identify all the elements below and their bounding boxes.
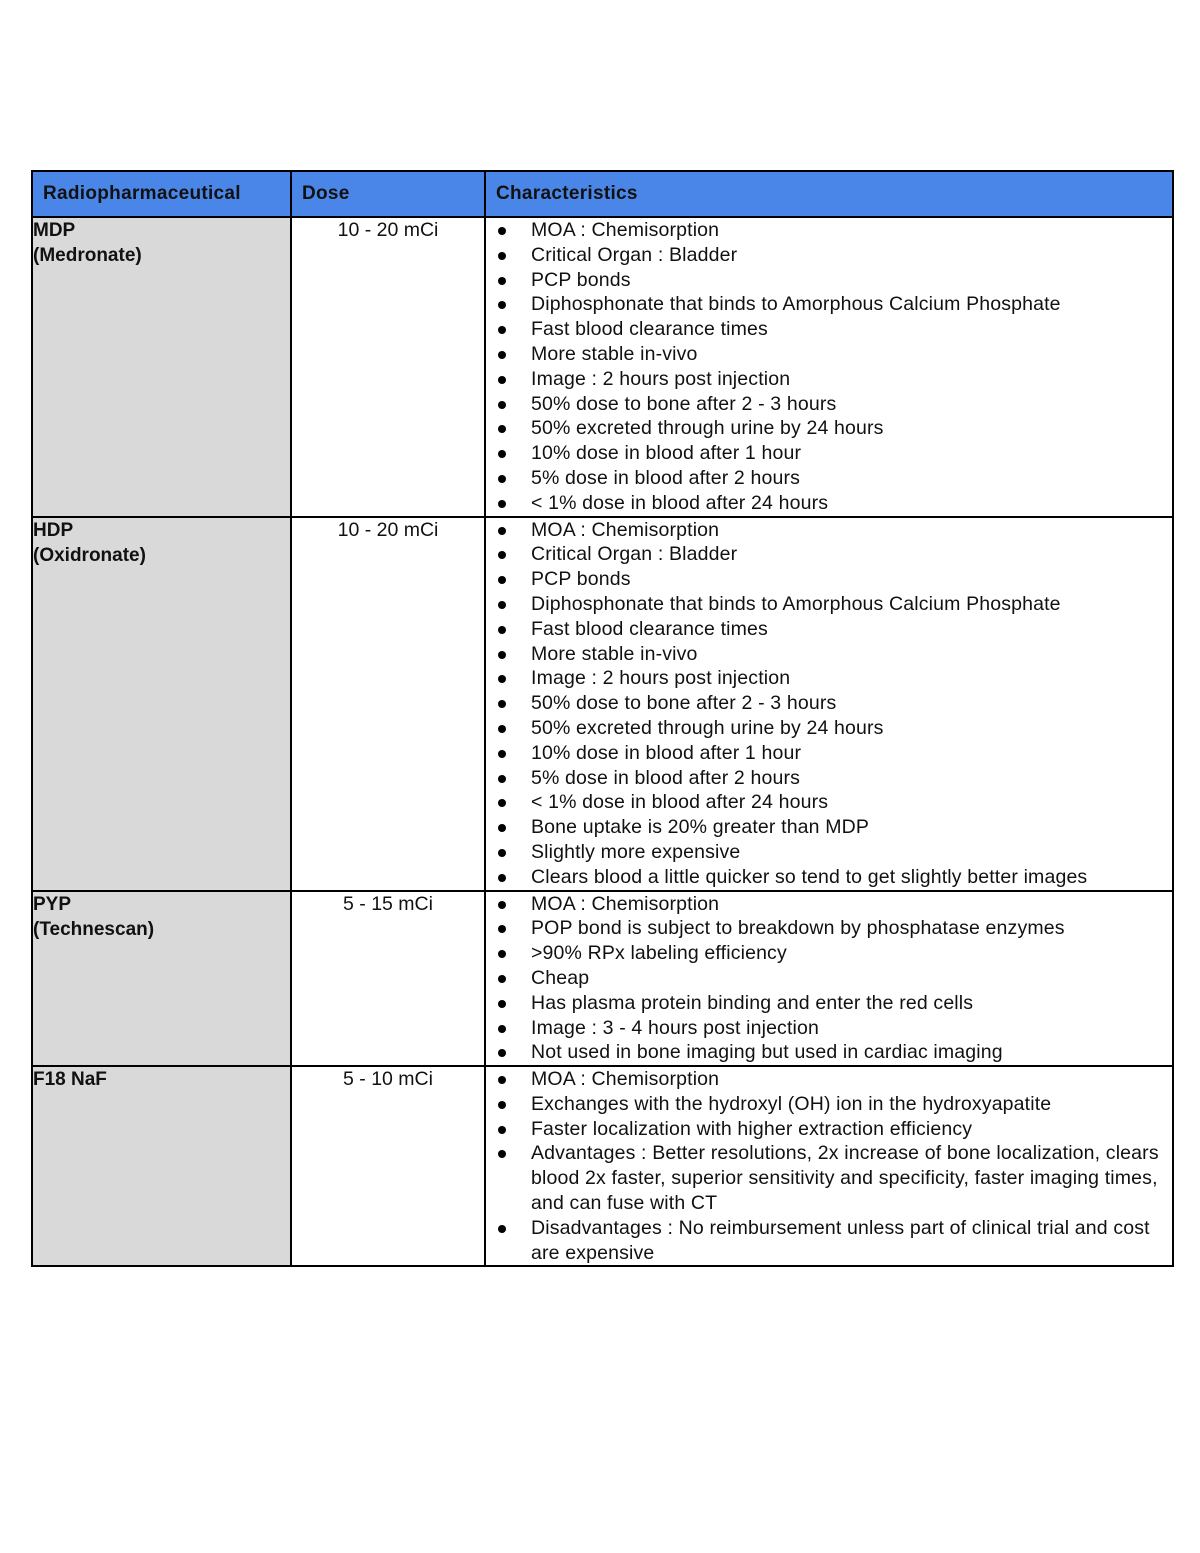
table-body bbox=[32, 217, 1173, 1266]
radiopharmaceutical-name: F18 NaF bbox=[33, 1069, 107, 1091]
characteristic-text: < 1% dose in blood after 24 hours bbox=[531, 491, 829, 514]
list-item bbox=[486, 666, 1172, 691]
list-item bbox=[486, 865, 1172, 890]
characteristics-list bbox=[486, 518, 1172, 890]
bullet-icon bbox=[498, 750, 506, 758]
list-item bbox=[486, 966, 1172, 991]
radiopharmaceutical-name: MDP bbox=[33, 220, 76, 241]
list-item bbox=[486, 542, 1172, 567]
list-item bbox=[486, 916, 1172, 941]
characteristic-text: Image : 2 hours post injection bbox=[531, 367, 791, 390]
characteristic-text: Image : 2 hours post injection bbox=[531, 667, 791, 690]
radiopharmaceutical-name: PYP bbox=[33, 893, 72, 915]
bullet-icon bbox=[498, 675, 506, 683]
characteristic-text: < 1% dose in blood after 24 hours bbox=[531, 791, 829, 814]
list-item bbox=[486, 317, 1172, 342]
bullet-icon bbox=[498, 1000, 506, 1008]
list-item bbox=[486, 518, 1172, 543]
characteristic-text: Clears blood a little quicker so tend to get slightly better images bbox=[531, 865, 1088, 888]
characteristic-text: MOA : Chemisorption bbox=[531, 1068, 720, 1091]
bullet-icon bbox=[498, 799, 506, 807]
bullet-icon bbox=[498, 401, 506, 409]
radiopharmaceutical-alt-name: (Oxidronate) bbox=[33, 544, 146, 566]
list-item bbox=[486, 642, 1172, 667]
dose-cell: 10 - 20 mCi bbox=[291, 217, 485, 517]
header-radiopharmaceutical: Radiopharmaceutical bbox=[32, 171, 291, 217]
characteristic-text: Fast blood clearance times bbox=[531, 617, 768, 640]
list-item bbox=[486, 416, 1172, 441]
header-dose: Dose bbox=[291, 171, 485, 217]
list-item bbox=[486, 342, 1172, 367]
bullet-icon bbox=[498, 1076, 506, 1084]
characteristic-text: MOA : Chemisorption bbox=[531, 219, 720, 241]
characteristic-text: More stable in-vivo bbox=[531, 642, 698, 665]
list-item bbox=[486, 567, 1172, 592]
characteristic-text: Faster localization with higher extraction efficiency bbox=[531, 1117, 973, 1140]
characteristic-text: Disadvantages : No reimbursement unless part of clinical trial and cost are expensive bbox=[531, 1216, 1150, 1264]
characteristic-text: More stable in-vivo bbox=[531, 342, 698, 365]
characteristic-text: MOA : Chemisorption bbox=[531, 892, 720, 915]
characteristic-text: POP bond is subject to breakdown by phosphatase enzymes bbox=[531, 917, 1065, 940]
list-item bbox=[486, 892, 1172, 917]
bullet-icon bbox=[498, 874, 506, 882]
list-item bbox=[486, 741, 1172, 766]
table-row bbox=[32, 1066, 1173, 1266]
list-item bbox=[486, 392, 1172, 417]
radiopharmaceutical-name: HDP bbox=[33, 519, 74, 541]
bullet-icon bbox=[498, 849, 506, 857]
list-item bbox=[486, 941, 1172, 966]
dose-cell: 5 - 15 mCi bbox=[291, 891, 485, 1067]
bullet-icon bbox=[498, 551, 506, 559]
characteristic-text: Advantages : Better resolutions, 2x increase of bone localization, clears blood 2x faster, superior sensitivity and specificity, faster imaging times, and can fuse with CT bbox=[531, 1142, 1159, 1215]
list-item bbox=[486, 441, 1172, 466]
characteristic-text: 5% dose in blood after 2 hours bbox=[531, 466, 801, 489]
radiopharmaceutical-cell bbox=[32, 891, 291, 1067]
characteristic-text: 10% dose in blood after 1 hour bbox=[531, 741, 802, 764]
characteristic-text: PCP bonds bbox=[531, 568, 631, 591]
header-characteristics: Characteristics bbox=[485, 171, 1173, 217]
list-item bbox=[486, 218, 1172, 243]
list-item bbox=[486, 766, 1172, 791]
radiopharmaceutical-cell bbox=[32, 517, 291, 891]
characteristic-text: PCP bonds bbox=[531, 268, 631, 291]
list-item bbox=[486, 1040, 1172, 1065]
bullet-icon bbox=[498, 500, 506, 508]
radiopharmaceutical-alt-name: (Technescan) bbox=[33, 918, 155, 940]
characteristic-text: 50% excreted through urine by 24 hours bbox=[531, 417, 884, 440]
characteristic-text: Bone uptake is 20% greater than MDP bbox=[531, 816, 870, 839]
characteristics-list bbox=[486, 892, 1172, 1066]
characteristic-text: 10% dose in blood after 1 hour bbox=[531, 442, 802, 465]
list-item bbox=[486, 592, 1172, 617]
characteristics-list bbox=[486, 1067, 1172, 1265]
table-row bbox=[32, 517, 1173, 891]
characteristic-text: MOA : Chemisorption bbox=[531, 518, 720, 541]
bullet-icon bbox=[498, 626, 506, 634]
list-item bbox=[486, 1067, 1172, 1092]
list-item bbox=[486, 1092, 1172, 1117]
characteristic-text: Diphosphonate that binds to Amorphous Calcium Phosphate bbox=[531, 293, 1061, 316]
bullet-icon bbox=[498, 277, 506, 285]
bullet-icon bbox=[498, 1049, 506, 1057]
characteristic-text: Critical Organ : Bladder bbox=[531, 243, 738, 266]
characteristic-text: Image : 3 - 4 hours post injection bbox=[531, 1016, 820, 1039]
bullet-icon bbox=[498, 576, 506, 584]
characteristic-text: Fast blood clearance times bbox=[531, 318, 768, 341]
characteristics-cell bbox=[485, 1066, 1173, 1266]
characteristic-text: 50% dose to bone after 2 - 3 hours bbox=[531, 692, 837, 715]
bullet-icon bbox=[498, 775, 506, 783]
characteristic-text: Exchanges with the hydroxyl (OH) ion in the hydroxyapatite bbox=[531, 1092, 1052, 1115]
list-item bbox=[486, 790, 1172, 815]
dose-cell: 10 - 20 mCi bbox=[291, 517, 485, 891]
list-item bbox=[486, 991, 1172, 1016]
characteristic-text: >90% RPx labeling efficiency bbox=[531, 942, 787, 965]
bullet-icon bbox=[498, 700, 506, 708]
bullet-icon bbox=[498, 1025, 506, 1033]
bullet-icon bbox=[498, 1101, 506, 1109]
characteristics-cell bbox=[485, 217, 1173, 517]
characteristics-cell bbox=[485, 891, 1173, 1067]
bullet-icon bbox=[498, 227, 506, 235]
characteristics-cell bbox=[485, 517, 1173, 891]
radiopharmaceutical-cell bbox=[32, 1066, 291, 1266]
bullet-icon bbox=[498, 351, 506, 359]
dose-cell: 5 - 10 mCi bbox=[291, 1066, 485, 1266]
bullet-icon bbox=[498, 1225, 506, 1233]
bullet-icon bbox=[498, 425, 506, 433]
list-item bbox=[486, 367, 1172, 392]
characteristic-text: Has plasma protein binding and enter the red cells bbox=[531, 991, 974, 1014]
bullet-icon bbox=[498, 527, 506, 535]
table-row bbox=[32, 891, 1173, 1067]
list-item bbox=[486, 815, 1172, 840]
list-item bbox=[486, 243, 1172, 268]
radiopharmaceutical-alt-name: (Medronate) bbox=[33, 245, 142, 266]
radiopharmaceutical-cell bbox=[32, 217, 291, 517]
bullet-icon bbox=[498, 450, 506, 458]
characteristic-text: 5% dose in blood after 2 hours bbox=[531, 766, 801, 789]
list-item bbox=[486, 491, 1172, 516]
characteristics-list bbox=[486, 218, 1172, 516]
characteristic-text: Not used in bone imaging but used in cardiac imaging bbox=[531, 1041, 1003, 1064]
list-item bbox=[486, 1117, 1172, 1142]
list-item bbox=[486, 1016, 1172, 1041]
table-row bbox=[32, 217, 1173, 517]
radiopharmaceutical-table bbox=[31, 170, 1174, 1267]
list-item bbox=[486, 1216, 1172, 1266]
bullet-icon bbox=[498, 301, 506, 309]
list-item bbox=[486, 1141, 1172, 1215]
list-item bbox=[486, 617, 1172, 642]
bullet-icon bbox=[498, 950, 506, 958]
bullet-icon bbox=[498, 1126, 506, 1134]
characteristic-text: Slightly more expensive bbox=[531, 840, 741, 863]
characteristic-text: Critical Organ : Bladder bbox=[531, 543, 738, 566]
characteristic-text: 50% dose to bone after 2 - 3 hours bbox=[531, 392, 837, 415]
characteristic-text: Diphosphonate that binds to Amorphous Calcium Phosphate bbox=[531, 592, 1061, 615]
bullet-icon bbox=[498, 651, 506, 659]
list-item bbox=[486, 691, 1172, 716]
bullet-icon bbox=[498, 601, 506, 609]
bullet-icon bbox=[498, 326, 506, 334]
bullet-icon bbox=[498, 376, 506, 384]
characteristic-text: Cheap bbox=[531, 966, 590, 989]
bullet-icon bbox=[498, 725, 506, 733]
bullet-icon bbox=[498, 925, 506, 933]
header-row bbox=[32, 171, 1173, 217]
bullet-icon bbox=[498, 975, 506, 983]
bullet-icon bbox=[498, 252, 506, 260]
bullet-icon bbox=[498, 901, 506, 909]
characteristic-text: 50% excreted through urine by 24 hours bbox=[531, 716, 884, 739]
list-item bbox=[486, 840, 1172, 865]
list-item bbox=[486, 716, 1172, 741]
table-header bbox=[32, 171, 1173, 217]
bullet-icon bbox=[498, 824, 506, 832]
list-item bbox=[486, 292, 1172, 317]
bullet-icon bbox=[498, 1150, 506, 1158]
list-item bbox=[486, 268, 1172, 293]
list-item bbox=[486, 466, 1172, 491]
bullet-icon bbox=[498, 475, 506, 483]
